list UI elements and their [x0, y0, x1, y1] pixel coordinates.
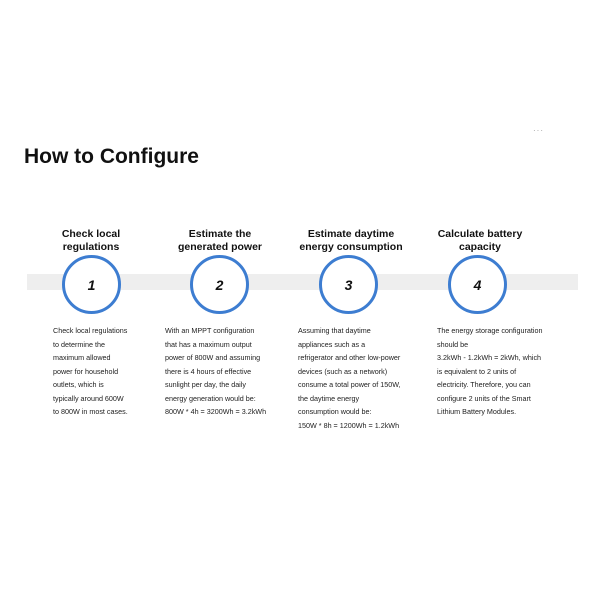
step-1-line: maximum allowed [53, 353, 111, 362]
step-3-line: devices (such as a network) [298, 366, 388, 376]
step-1-line: typically around 600W [53, 393, 124, 403]
step-3-heading-line-1: Estimate daytime [307, 228, 395, 240]
step-4-line: Lithium Battery Modules. [437, 407, 517, 416]
step-3-number: 3 [344, 276, 353, 293]
step-2-line: energy generation would be: [165, 393, 256, 403]
step-1-line: Check local regulations [53, 326, 128, 335]
step-1-line: to determine the [53, 339, 105, 349]
step-2-line: that has a maximum output [165, 339, 252, 349]
step-4-line: should be [437, 339, 469, 349]
step-2-line: With an MPPT configuration [165, 326, 255, 335]
step-2-line: power of 800W and assuming [165, 353, 261, 362]
step-1-line: outlets, which is [53, 380, 104, 389]
step-1-number: 1 [87, 276, 96, 293]
step-2-heading-line-2: generated power [177, 240, 263, 253]
page-title: How to Configure [24, 145, 199, 168]
step-1-heading-line-2: regulations [62, 240, 120, 253]
step-4-heading-line-2: capacity [458, 240, 502, 253]
more-indicator: ··· [533, 126, 544, 135]
step-4-line: electricity. Therefore, you can [437, 380, 531, 389]
step-4-circle [448, 255, 507, 314]
step-3-line: 150W * 8h = 1200Wh = 1.2kWh [298, 420, 400, 430]
step-3-line: refrigerator and other low-power [298, 353, 401, 362]
step-3-heading [286, 228, 416, 253]
step-3-circle [319, 255, 378, 314]
step-3-line: the daytime energy [298, 393, 360, 403]
step-3-line: Assuming that daytime [298, 326, 371, 335]
step-4-description [437, 324, 542, 419]
step-4-heading [415, 228, 545, 253]
step-4-heading-line-1: Calculate battery [437, 228, 523, 240]
step-1-line: to 800W in most cases. [53, 407, 128, 416]
step-1-heading-line-1: Check local [61, 228, 121, 240]
step-1-circle [62, 255, 121, 314]
step-3-line: consume a total power of 150W, [298, 380, 401, 389]
step-1-description [53, 324, 128, 419]
step-4-line: configure 2 units of the Smart [437, 393, 531, 403]
step-2-line: there is 4 hours of effective [165, 366, 252, 376]
step-4-number: 4 [473, 276, 482, 293]
step-3-line: appliances such as a [298, 339, 366, 349]
step-4-line: 3.2kWh - 1.2kWh = 2kWh, which [437, 353, 542, 362]
step-2-heading-line-1: Estimate the [188, 228, 252, 240]
step-2-circle [190, 255, 249, 314]
step-1-heading [26, 228, 156, 253]
step-2-line: sunlight per day, the daily [165, 380, 246, 389]
step-2-heading [155, 228, 285, 253]
step-3-heading-line-2: energy consumption [299, 240, 403, 253]
step-4-line: The energy storage configuration [437, 326, 543, 335]
step-2-number: 2 [215, 276, 224, 293]
step-4-line: is equivalent to 2 units of [437, 366, 517, 376]
step-2-description [165, 324, 266, 419]
step-1-line: power for household [53, 366, 119, 376]
step-3-line: consumption would be: [298, 407, 372, 416]
step-3-description [298, 324, 401, 432]
step-2-line: 800W * 4h = 3200Wh = 3.2kWh [165, 407, 267, 416]
